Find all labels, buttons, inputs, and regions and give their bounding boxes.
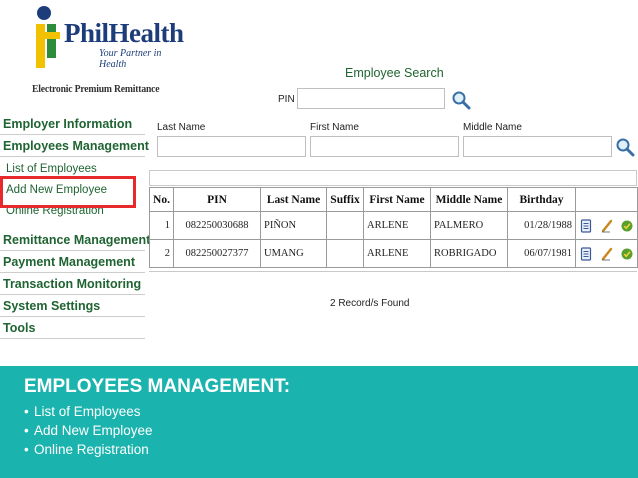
bullet-text: Add New Employee bbox=[34, 423, 153, 438]
table-footer-border bbox=[149, 268, 637, 272]
cell-suffix bbox=[327, 212, 364, 240]
table-row bbox=[150, 212, 638, 240]
sidebar-item-payment-management[interactable]: Payment Management bbox=[0, 251, 145, 273]
green-check-icon[interactable] bbox=[621, 219, 633, 233]
cell-pin: 082250027377 bbox=[174, 240, 261, 268]
name-search-icon[interactable] bbox=[615, 137, 635, 157]
brand-tagline: Your Partner in Health bbox=[99, 48, 162, 70]
col-header-suffix: Suffix bbox=[327, 188, 364, 212]
sidebar-item-tools[interactable]: Tools bbox=[0, 317, 145, 339]
green-check-icon[interactable] bbox=[621, 247, 633, 261]
col-header-birthday: Birthday bbox=[508, 188, 576, 212]
last-name-label: Last Name bbox=[157, 122, 206, 133]
cell-middle-name: PALMERO bbox=[431, 212, 508, 240]
last-name-input[interactable] bbox=[157, 136, 306, 157]
sidebar-item-transaction-monitoring[interactable]: Transaction Monitoring bbox=[0, 273, 145, 295]
middle-name-label: Middle Name bbox=[463, 122, 522, 133]
col-header-actions bbox=[576, 188, 638, 212]
col-header-middle-name: Middle Name bbox=[431, 188, 508, 212]
banner-title: EMPLOYEES MANAGEMENT: bbox=[24, 376, 291, 397]
sidebar-subitem-list-of-employees[interactable]: List of Employees bbox=[6, 163, 97, 175]
cell-birthday: 06/07/1981 bbox=[508, 240, 576, 268]
bullet-text: List of Employees bbox=[34, 404, 141, 419]
pencil-edit-icon[interactable] bbox=[601, 247, 613, 261]
cell-no: 1 bbox=[150, 212, 174, 240]
sidebar-item-system-settings[interactable]: System Settings bbox=[0, 295, 145, 317]
cell-birthday: 01/28/1988 bbox=[508, 212, 576, 240]
col-header-pin: PIN bbox=[174, 188, 261, 212]
first-name-label: First Name bbox=[310, 122, 359, 133]
pin-search-icon[interactable] bbox=[451, 90, 471, 110]
philhealth-logo bbox=[34, 4, 184, 70]
document-icon[interactable] bbox=[580, 219, 592, 233]
philhealth-figure-icon bbox=[34, 4, 64, 70]
col-header-no: No. bbox=[150, 188, 174, 212]
cell-no: 2 bbox=[150, 240, 174, 268]
banner-bullet-list bbox=[24, 402, 153, 459]
brand-name: PhilHealth bbox=[64, 18, 184, 48]
pencil-edit-icon[interactable] bbox=[601, 219, 613, 233]
sidebar-item-employer-information[interactable]: Employer Information bbox=[0, 113, 145, 135]
middle-name-input[interactable] bbox=[463, 136, 612, 157]
sidebar-subitem-online-registration[interactable]: Online Registration bbox=[6, 205, 104, 217]
col-header-first-name: First Name bbox=[364, 188, 431, 212]
caption-banner bbox=[0, 366, 638, 478]
table-header bbox=[150, 188, 638, 212]
cell-actions bbox=[576, 212, 638, 240]
col-header-last-name: Last Name bbox=[261, 188, 327, 212]
list-item: • Online Registration bbox=[24, 442, 149, 457]
highlight-box bbox=[0, 176, 136, 208]
first-name-input[interactable] bbox=[310, 136, 459, 157]
sidebar-item-remittance-management[interactable]: Remittance Management bbox=[0, 229, 145, 251]
cell-suffix bbox=[327, 240, 364, 268]
table-row bbox=[150, 240, 638, 268]
table-toolbar bbox=[149, 170, 637, 186]
app-subtitle: Electronic Premium Remittance bbox=[32, 84, 160, 95]
results-table bbox=[149, 170, 637, 272]
employee-search-title: Employee Search bbox=[345, 66, 444, 80]
cell-pin: 082250030688 bbox=[174, 212, 261, 240]
sidebar-item-employees-management[interactable]: Employees Management bbox=[0, 135, 145, 157]
pin-label: PIN bbox=[278, 94, 295, 105]
cell-middle-name: ROBRIGADO bbox=[431, 240, 508, 268]
list-item: • Add New Employee bbox=[24, 423, 153, 438]
records-found-text: 2 Record/s Found bbox=[330, 298, 410, 309]
list-item: • List of Employees bbox=[24, 404, 141, 419]
cell-first-name: ARLENE bbox=[364, 212, 431, 240]
cell-actions bbox=[576, 240, 638, 268]
pin-input[interactable] bbox=[297, 88, 445, 109]
cell-last-name: UMANG bbox=[261, 240, 327, 268]
bullet-text: Online Registration bbox=[34, 442, 149, 457]
sidebar-subitem-add-new-employee[interactable]: Add New Employee bbox=[6, 184, 107, 196]
cell-last-name: PIÑON bbox=[261, 212, 327, 240]
document-icon[interactable] bbox=[580, 247, 592, 261]
cell-first-name: ARLENE bbox=[364, 240, 431, 268]
